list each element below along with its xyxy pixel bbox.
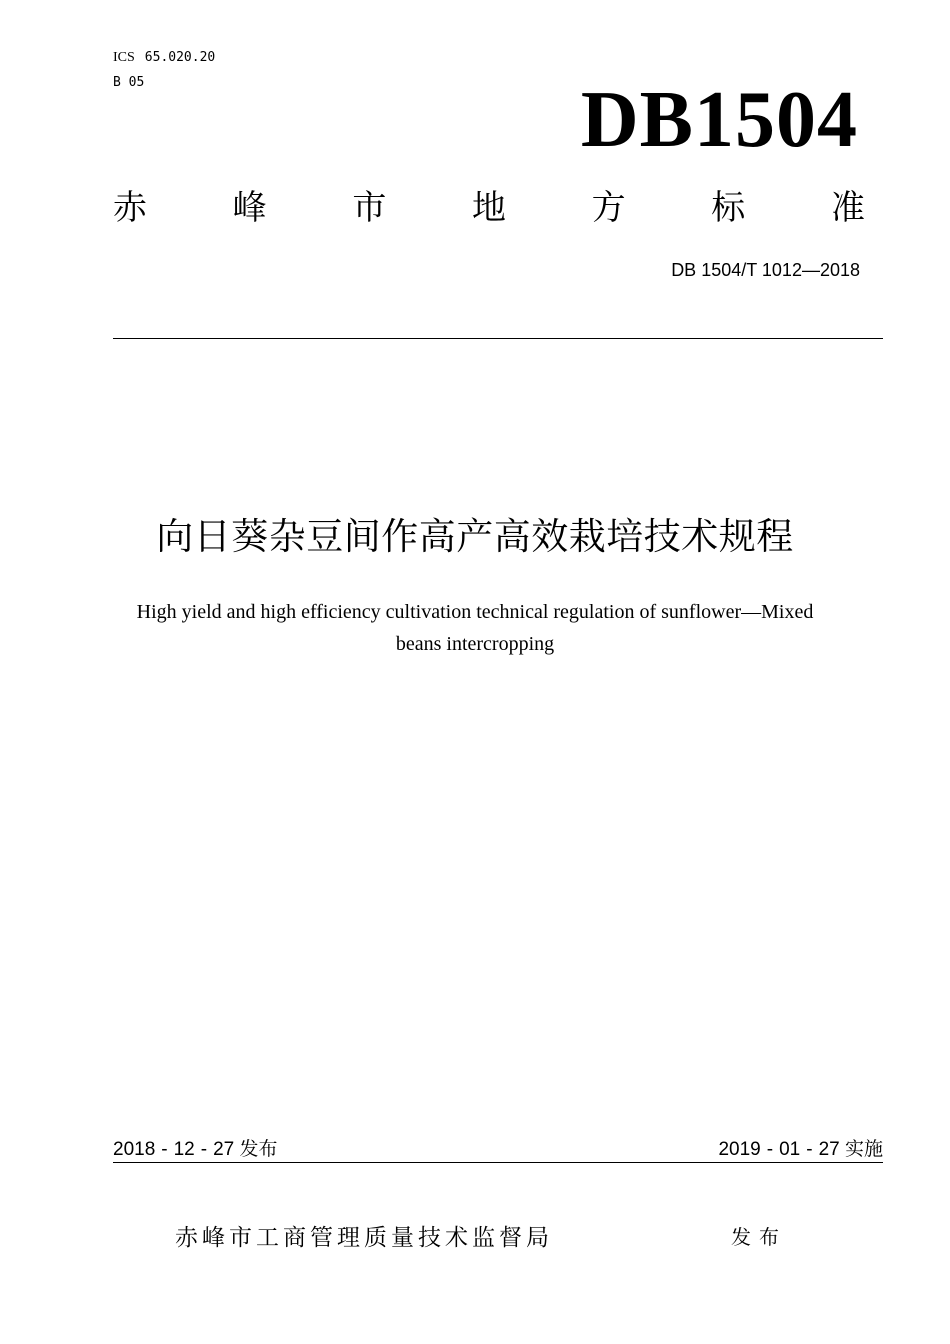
standard-number: DB 1504/T 1012—2018 — [671, 260, 860, 280]
standard-type-char: 峰 — [232, 188, 267, 228]
ics-line — [113, 50, 215, 66]
impl-day: 27 — [818, 1139, 840, 1160]
standard-type-char: 标 — [711, 188, 746, 228]
issue-label: 发布 — [731, 1225, 787, 1249]
standard-type — [113, 186, 865, 230]
date-separator: - — [161, 1139, 168, 1160]
impl-label: 实施 — [844, 1139, 883, 1160]
release-day: 27 — [213, 1139, 235, 1160]
release-month: 12 — [173, 1139, 195, 1160]
standard-type-char: 赤 — [113, 188, 147, 228]
date-separator: - — [200, 1139, 208, 1160]
date-separator: - — [806, 1139, 813, 1160]
title-en-line: beans intercropping — [395, 633, 555, 655]
date-separator: - — [766, 1139, 774, 1160]
footer-divider — [113, 1162, 883, 1163]
standard-type-char: 方 — [591, 188, 626, 228]
impl-month: 01 — [779, 1139, 801, 1160]
impl-year: 2019 — [718, 1139, 761, 1160]
standard-type-char: 市 — [352, 188, 387, 228]
release-year: 2018 — [113, 1139, 156, 1160]
ics-label: ICS — [113, 50, 135, 65]
release-label: 发布 — [239, 1139, 278, 1160]
release-date — [113, 1138, 278, 1162]
header-divider — [113, 338, 883, 339]
issuing-authority: 赤峰市工商管理质量技术监督局 — [175, 1225, 553, 1251]
ics-code: 65.020.20 — [144, 50, 216, 65]
ccs-code: B 05 — [113, 75, 145, 90]
title-en-line: High yield and high efficiency cultivation technical regulation of sunflower—Mixed — [136, 601, 814, 623]
document-title-zh: 向日葵杂豆间作高产高效栽培技术规程 — [156, 515, 794, 558]
standard-code: DB1504 — [580, 76, 858, 164]
implementation-date — [718, 1138, 883, 1162]
document-title-en — [90, 596, 860, 660]
standard-type-char: 地 — [471, 188, 506, 228]
standard-type-char: 准 — [830, 188, 865, 228]
